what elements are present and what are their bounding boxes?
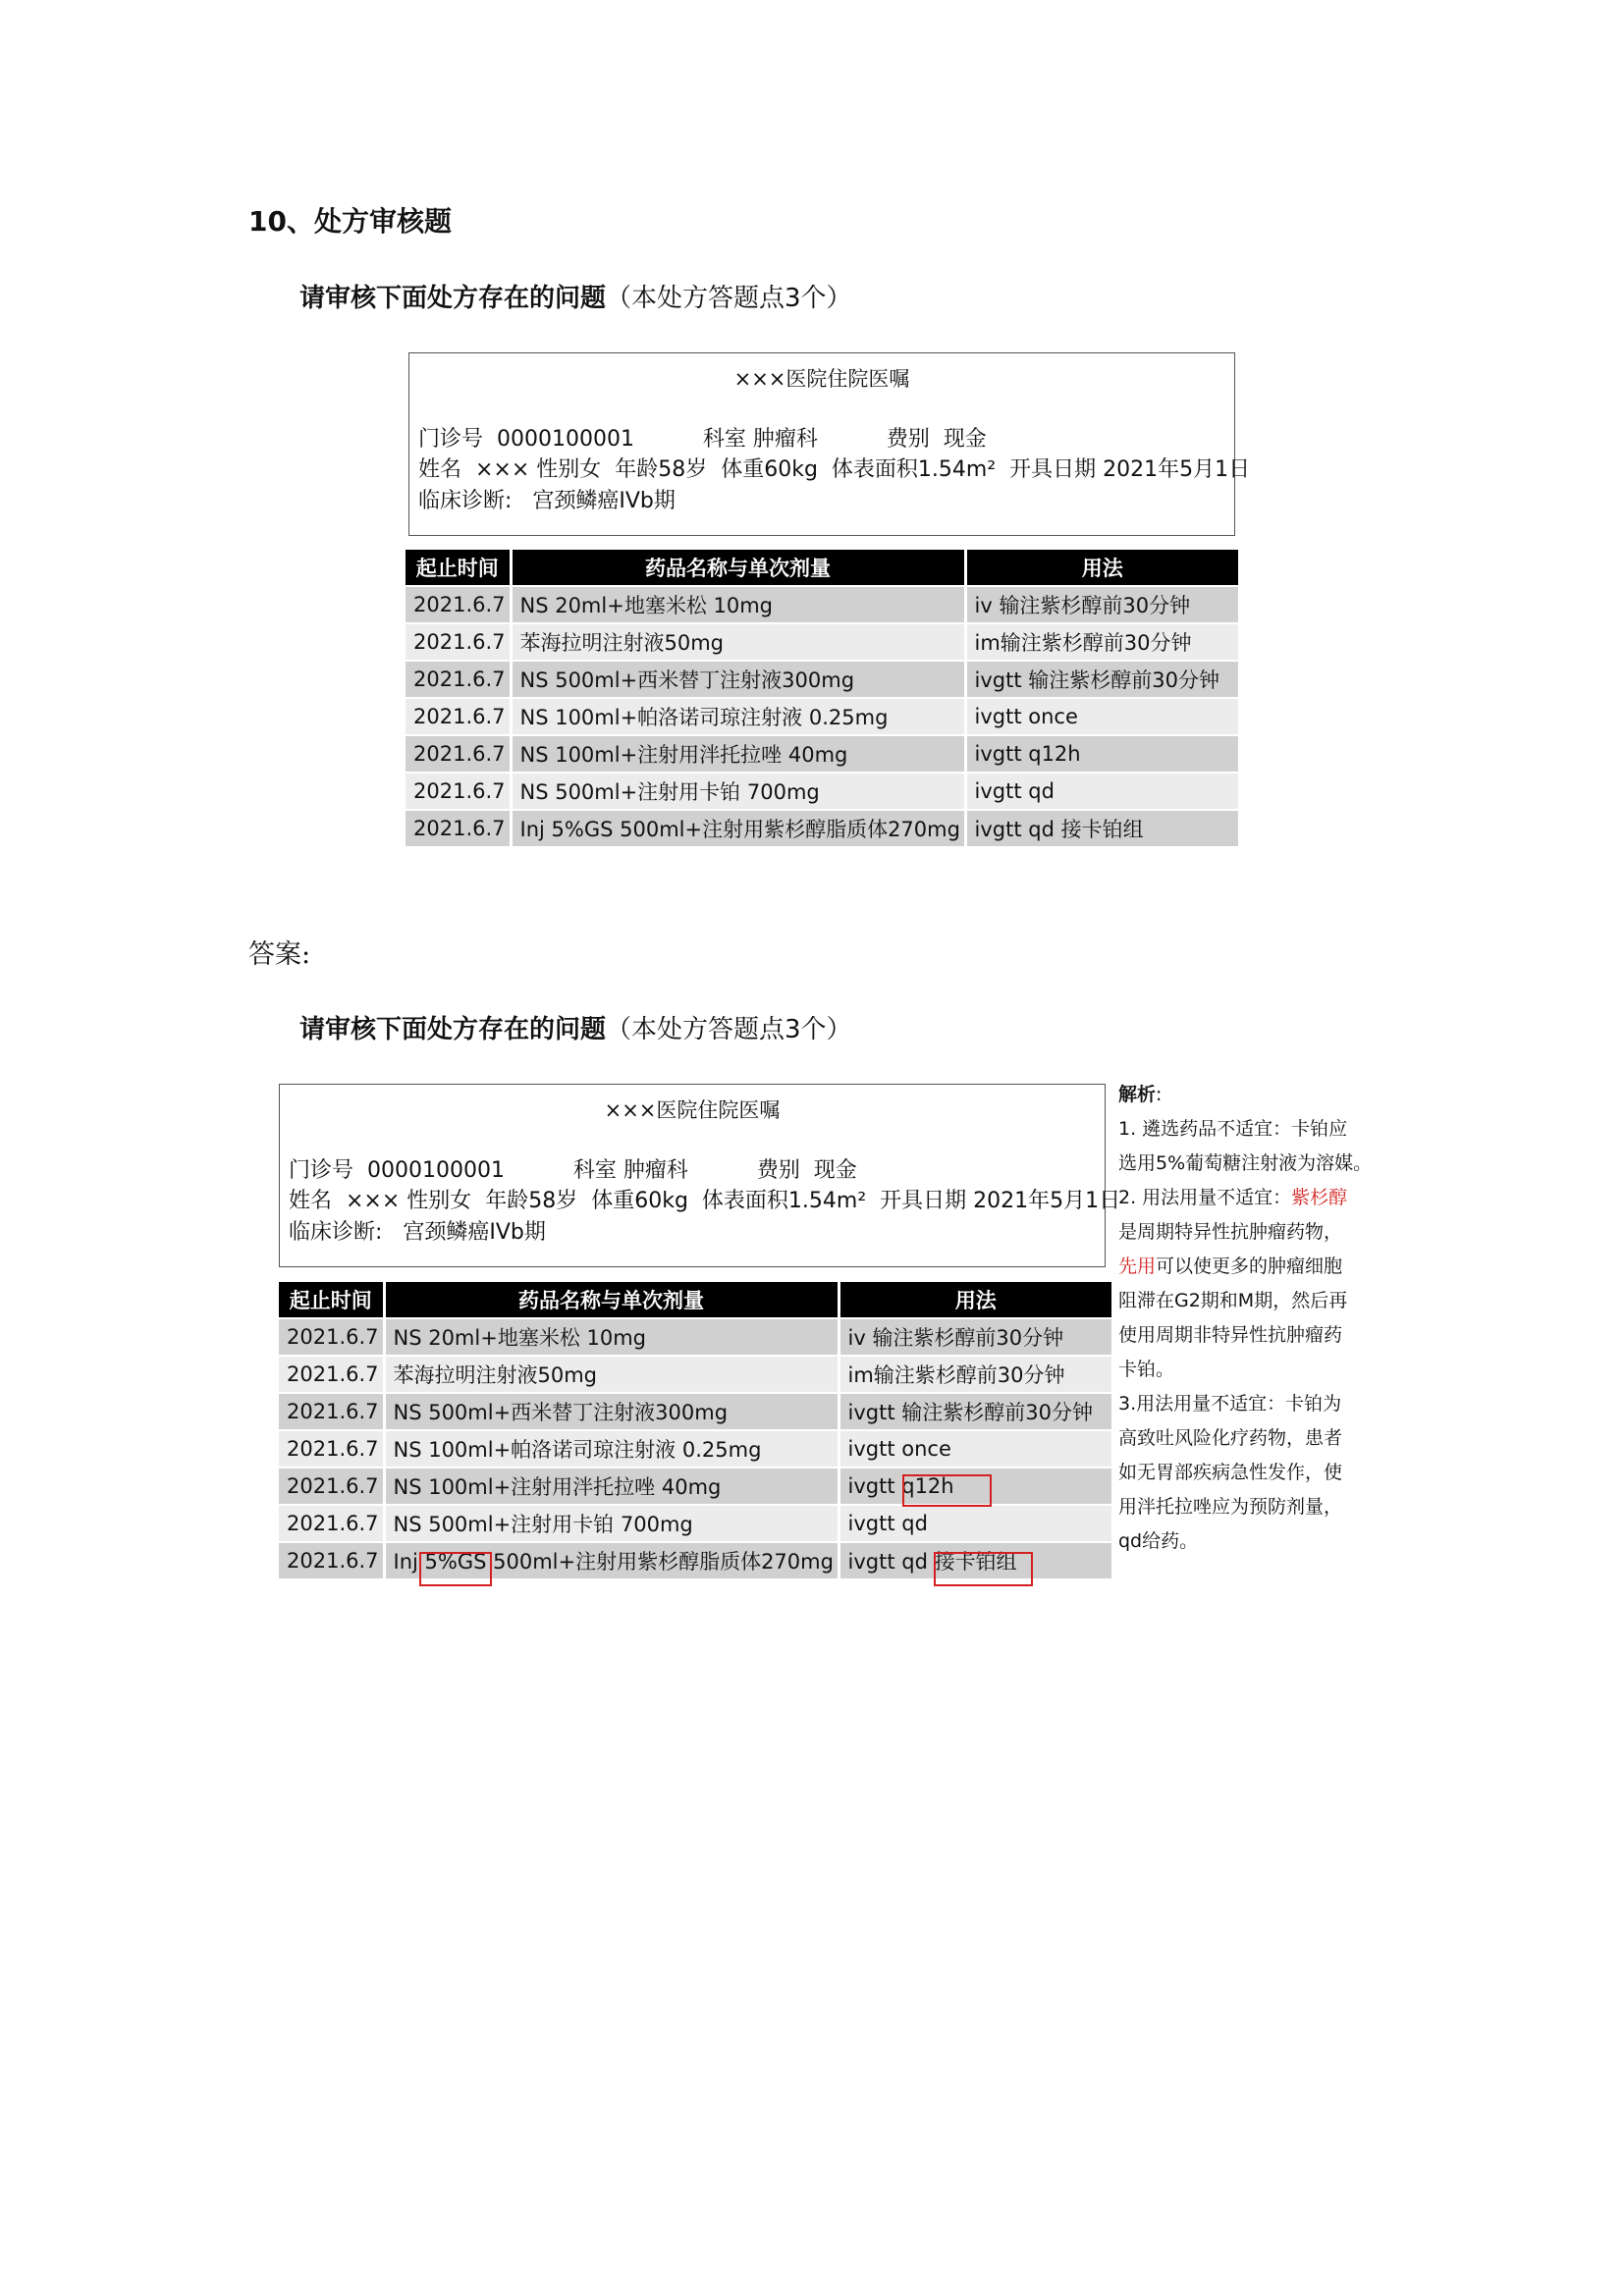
patient-line-2: 姓名 ××× 性别女 年龄58岁 体重60kg 体表面积1.54m² 开具日期 2021年5月1日 <box>289 1189 1121 1213</box>
cell-usage: iv 输注紫杉醇前30分钟 <box>839 1318 1111 1356</box>
patient-line-3: 临床诊断: 宫颈鳞癌IVb期 <box>418 489 676 513</box>
section-title: 10、处方审核题 <box>248 205 452 238</box>
answer-label: 答案: <box>248 939 311 970</box>
question-bold: 请审核下面处方存在的问题 <box>299 1015 607 1044</box>
cell-drug: NS 100ml+帕洛诺司琼注射液 0.25mg <box>384 1430 839 1468</box>
column-header: 药品名称与单次剂量 <box>511 550 965 586</box>
hospital-title: ×××医院住院医嘱 <box>604 1098 781 1122</box>
cell-usage: ivgtt qd <box>965 773 1238 810</box>
cell-drug: NS 500ml+注射用卡铂 700mg <box>384 1505 839 1542</box>
table-row <box>406 661 1238 698</box>
analysis-line: qd给药。 <box>1118 1530 1199 1552</box>
table-row <box>406 735 1238 773</box>
patient-line-2: 姓名 ××× 性别女 年龄58岁 体重60kg 体表面积1.54m² 开具日期 2021年5月1日 <box>418 457 1251 482</box>
cell-usage: ivgtt q12h <box>839 1468 1111 1505</box>
analysis-panel <box>1118 1078 1374 1559</box>
analysis-title <box>1118 1078 1374 1112</box>
cell-usage: im输注紫杉醇前30分钟 <box>965 623 1238 661</box>
cell-usage: ivgtt 输注紫杉醇前30分钟 <box>839 1393 1111 1430</box>
answer-prescription-table <box>279 1282 1111 1578</box>
analysis-text: 可以使更多的肿瘤细胞 <box>1156 1255 1343 1277</box>
cell-drug: Inj 5%GS 500ml+注射用紫杉醇脂质体270mg <box>384 1542 839 1578</box>
analysis-line: 阻滞在G2期和M期，然后再 <box>1118 1290 1348 1311</box>
cell-drug: NS 500ml+西米替丁注射液300mg <box>511 661 965 698</box>
analysis-line <box>1118 1181 1374 1215</box>
cell-drug: NS 100ml+注射用泮托拉唑 40mg <box>511 735 965 773</box>
cell-date: 2021.6.7 <box>406 773 511 810</box>
cell-usage: ivgtt qd 接卡铂组 <box>839 1542 1111 1578</box>
analysis-line: 使用周期非特异性抗肿瘤药 <box>1118 1324 1343 1346</box>
cell-drug: NS 100ml+注射用泮托拉唑 40mg <box>384 1468 839 1505</box>
column-header: 药品名称与单次剂量 <box>384 1282 839 1318</box>
cell-usage: ivgtt 输注紫杉醇前30分钟 <box>965 661 1238 698</box>
cell-date: 2021.6.7 <box>279 1356 384 1393</box>
column-header: 起止时间 <box>406 550 511 586</box>
cell-drug: Inj 5%GS 500ml+注射用紫杉醇脂质体270mg <box>511 810 965 846</box>
analysis-emphasis: 紫杉醇 <box>1291 1187 1348 1208</box>
hospital-title: ×××医院住院医嘱 <box>733 367 910 391</box>
table-row <box>279 1393 1111 1430</box>
cell-date: 2021.6.7 <box>406 810 511 846</box>
cell-drug: NS 500ml+西米替丁注射液300mg <box>384 1393 839 1430</box>
cell-usage: ivgtt q12h <box>965 735 1238 773</box>
cell-date: 2021.6.7 <box>406 623 511 661</box>
analysis-line: 卡铂。 <box>1118 1359 1175 1380</box>
table-row <box>406 586 1238 623</box>
question-title <box>299 278 852 314</box>
analysis-title-text: 解析 <box>1118 1084 1157 1105</box>
analysis-line: 选用5%葡萄糖注射液为溶媒。 <box>1118 1152 1373 1174</box>
cell-date: 2021.6.7 <box>406 661 511 698</box>
analysis-line: 是周期特异性抗肿瘤药物， <box>1118 1221 1343 1243</box>
cell-date: 2021.6.7 <box>406 586 511 623</box>
analysis-line: 高致吐风险化疗药物，患者 <box>1118 1427 1343 1449</box>
table-row <box>279 1356 1111 1393</box>
patient-line-1: 门诊号 0000100001 科室 肿瘤科 费别 现金 <box>289 1158 857 1183</box>
cell-date: 2021.6.7 <box>279 1393 384 1430</box>
cell-date: 2021.6.7 <box>406 698 511 735</box>
analysis-line: 3.用法用量不适宜：卡铂为 <box>1118 1393 1342 1415</box>
table-row <box>406 773 1238 810</box>
analysis-line: 1. 遴选药品不适宜：卡铂应 <box>1118 1118 1348 1140</box>
column-header: 用法 <box>965 550 1238 586</box>
cell-usage: ivgtt once <box>965 698 1238 735</box>
cell-date: 2021.6.7 <box>279 1430 384 1468</box>
analysis-line: 如无胃部疾病急性发作，使 <box>1118 1462 1343 1483</box>
table-row <box>279 1430 1111 1468</box>
cell-date: 2021.6.7 <box>406 735 511 773</box>
cell-drug: NS 20ml+地塞米松 10mg <box>384 1318 839 1356</box>
cell-usage: ivgtt qd <box>839 1505 1111 1542</box>
cell-date: 2021.6.7 <box>279 1505 384 1542</box>
table-row <box>279 1468 1111 1505</box>
prescription-header-box <box>408 352 1251 536</box>
patient-line-3: 临床诊断: 宫颈鳞癌IVb期 <box>289 1220 546 1245</box>
column-header: 用法 <box>839 1282 1111 1318</box>
answer-question-title <box>299 1009 852 1045</box>
analysis-emphasis: 先用 <box>1118 1255 1157 1277</box>
cell-usage: iv 输注紫杉醇前30分钟 <box>965 586 1238 623</box>
answer-prescription-header-box <box>279 1084 1121 1267</box>
cell-usage: ivgtt once <box>839 1430 1111 1468</box>
question-note: （本处方答题点3个） <box>606 284 852 313</box>
table-row <box>406 810 1238 846</box>
analysis-text: 2. 用法用量不适宜： <box>1118 1187 1292 1208</box>
cell-drug: NS 500ml+注射用卡铂 700mg <box>511 773 965 810</box>
cell-usage: im输注紫杉醇前30分钟 <box>839 1356 1111 1393</box>
analysis-title-suffix: : <box>1156 1084 1163 1105</box>
patient-line-1: 门诊号 0000100001 科室 肿瘤科 费别 现金 <box>418 427 987 452</box>
prescription-table <box>406 550 1238 846</box>
cell-drug: NS 100ml+帕洛诺司琼注射液 0.25mg <box>511 698 965 735</box>
analysis-line: 用泮托拉唑应为预防剂量， <box>1118 1496 1343 1518</box>
cell-date: 2021.6.7 <box>279 1542 384 1578</box>
cell-usage: ivgtt qd 接卡铂组 <box>965 810 1238 846</box>
table-row <box>279 1542 1111 1578</box>
cell-drug: 苯海拉明注射液50mg <box>384 1356 839 1393</box>
analysis-line <box>1118 1250 1374 1284</box>
table-row <box>406 623 1238 661</box>
cell-date: 2021.6.7 <box>279 1318 384 1356</box>
cell-date: 2021.6.7 <box>279 1468 384 1505</box>
table-row <box>406 698 1238 735</box>
question-bold: 请审核下面处方存在的问题 <box>299 284 607 313</box>
cell-drug: 苯海拉明注射液50mg <box>511 623 965 661</box>
cell-drug: NS 20ml+地塞米松 10mg <box>511 586 965 623</box>
table-row <box>279 1505 1111 1542</box>
column-header: 起止时间 <box>279 1282 384 1318</box>
question-note: （本处方答题点3个） <box>606 1015 852 1044</box>
table-row <box>279 1318 1111 1356</box>
